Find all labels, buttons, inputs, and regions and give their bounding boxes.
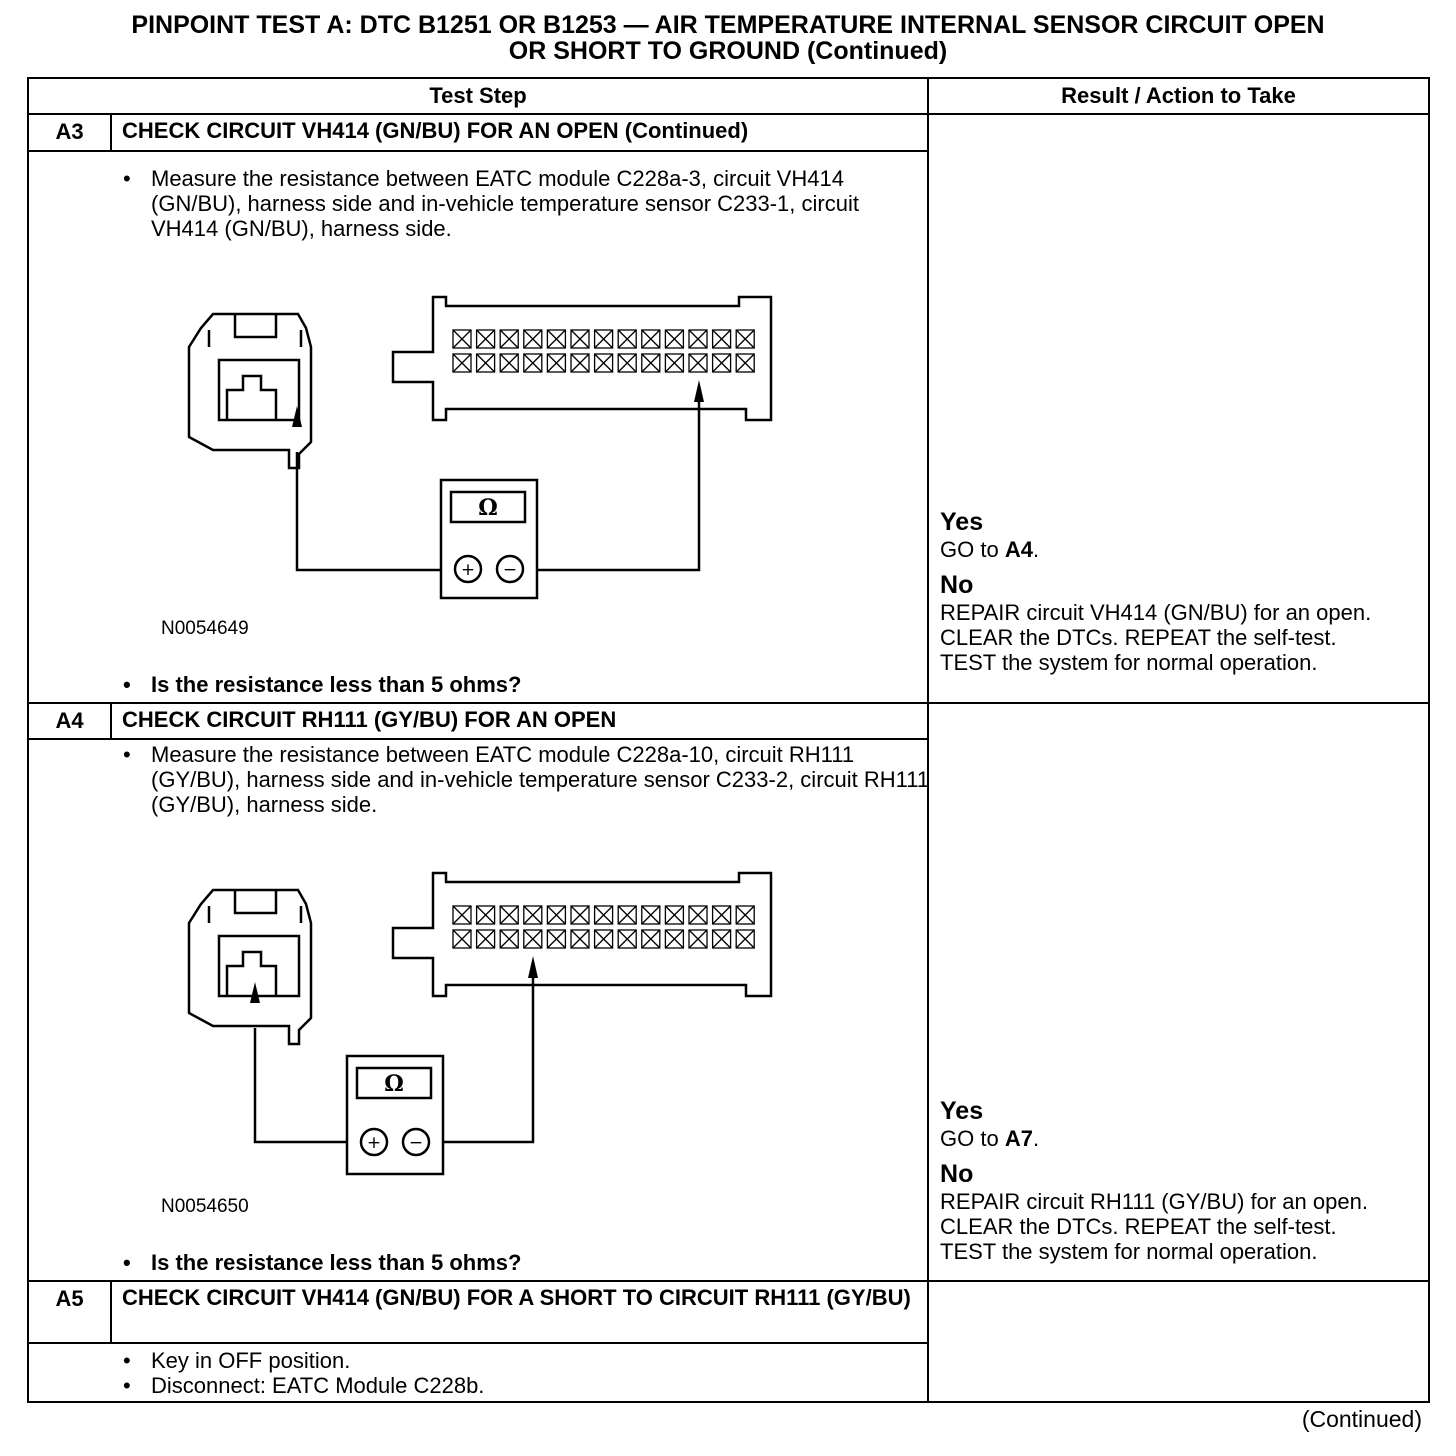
yes-action-a3 [940,537,1380,562]
step-body-a4 [28,739,928,1281]
instruction-text-a4: Measure the resistance between EATC module C228a-10, circuit RH111 (GY/BU), harness side and in-vehicle temperature sensor C233-2, circuit RH111 (GY/BU), harness side. [151,742,930,817]
step-id-a4: A4 [28,703,111,739]
no-action-a3: REPAIR circuit VH414 (GN/BU) for an open. CLEAR the DTCs. REPEAT the self-test. TEST the system for normal operation. [940,600,1372,675]
ohmmeter-diagram-a4 [171,868,781,1178]
plus-terminal-icon: + [460,560,476,580]
ohm-symbol: Ω [384,1071,404,1097]
yes-target-link[interactable]: A4 [1004,537,1033,562]
no-label-a3: No [940,571,974,599]
connector-pin-grid [453,330,754,372]
question-a3 [123,672,931,697]
ohm-symbol: Ω [478,495,498,521]
step-body-a3 [28,151,928,703]
yes-action-a4 [940,1126,1380,1151]
yes-label-a3: Yes [940,508,984,536]
step-title-a3: CHECK CIRCUIT VH414 (GN/BU) FOR AN OPEN (Continued) [111,114,928,151]
step-title-a4: CHECK CIRCUIT RH111 (GY/BU) FOR AN OPEN [111,703,928,739]
figure-id-a3: N0054649 [161,618,249,639]
bullet-a5-2 [123,1373,931,1398]
yes-label-a4: Yes [940,1097,984,1125]
ecu-connector-outline [393,297,771,420]
bullet: • [123,1348,131,1373]
bullet-a5-1 [123,1348,931,1373]
question-a4 [123,1250,931,1275]
bullet: • [123,742,131,767]
step-id-a3: A3 [28,114,111,151]
page-title [0,12,1456,64]
title-line-2: OR SHORT TO GROUND (Continued) [508,37,948,65]
result-cell-a3 [928,114,1429,703]
yes-go-text: GO to [940,537,1005,562]
yes-go-text: GO to [940,1126,1005,1151]
bullet: • [123,1373,131,1398]
result-cell-a5 [928,1281,1429,1402]
bullet: • [123,166,131,191]
connector-pin-grid [453,906,754,948]
result-block-a3 [940,507,1380,675]
step-title-a5: CHECK CIRCUIT VH414 (GN/BU) FOR A SHORT TO CIRCUIT RH111 (GY/BU) [111,1281,928,1343]
minus-terminal-icon: − [408,1133,424,1153]
bullet-text-a5-1: Key in OFF position. [151,1348,351,1373]
header-result-action: Result / Action to Take [928,78,1429,114]
footer-continued: (Continued) [1301,1406,1422,1432]
no-label-a4: No [940,1160,974,1188]
instruction-a4 [123,742,931,817]
step-id-a5: A5 [28,1281,111,1343]
no-action-a4: REPAIR circuit RH111 (GY/BU) for an open. CLEAR the DTCs. REPEAT the self-test. TEST the system for normal operation. [940,1189,1368,1264]
ohmmeter-diagram-a3 [171,292,781,602]
instruction-a3 [123,166,931,241]
yes-period: . [1032,537,1040,562]
title-line-1: PINPOINT TEST A: DTC B1251 OR B1253 — AIR TEMPERATURE INTERNAL SENSOR CIRCUIT OPEN [131,11,1325,39]
instruction-text-a3: Measure the resistance between EATC module C228a-3, circuit VH414 (GN/BU), harness side and in-vehicle temperature sensor C233-1, circuit VH414 (GN/BU), harness side. [151,166,859,241]
question-text-a4: Is the resistance less than 5 ohms? [151,1250,522,1275]
header-test-step: Test Step [28,78,928,114]
question-text-a3: Is the resistance less than 5 ohms? [151,672,522,697]
plus-terminal-icon: + [366,1133,382,1153]
yes-target-link[interactable]: A7 [1004,1126,1033,1151]
pinpoint-test-table [27,77,1430,1403]
yes-period: . [1032,1126,1040,1151]
result-cell-a4 [928,703,1429,1281]
figure-id-a4: N0054650 [161,1196,249,1217]
bullet: • [123,672,131,697]
bullet: • [123,1250,131,1275]
minus-terminal-icon: − [502,560,518,580]
bullet-text-a5-2: Disconnect: EATC Module C228b. [151,1373,485,1398]
step-body-a5 [28,1343,928,1402]
result-block-a4 [940,1096,1380,1264]
